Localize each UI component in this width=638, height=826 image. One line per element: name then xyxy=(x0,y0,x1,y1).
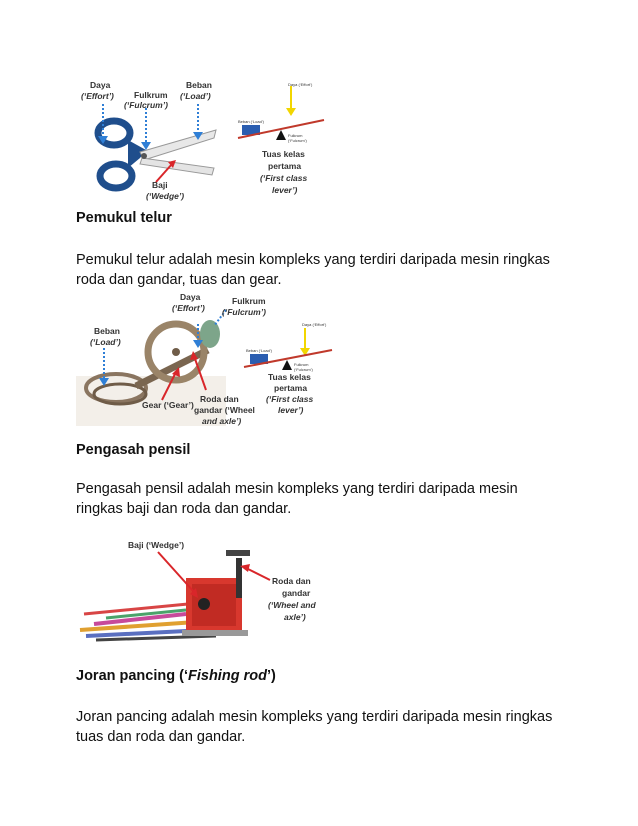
label-load: Beban xyxy=(186,80,212,90)
figure-pencil-sharpener xyxy=(76,538,326,644)
label-effort: Daya xyxy=(90,80,111,90)
lever-caption-4: lever’) xyxy=(278,405,304,415)
lever-caption-2: pertama xyxy=(274,383,308,393)
label-gear: Gear (‘Gear’) xyxy=(142,400,194,410)
label-fulcrum-en: (‘Fulcrum’) xyxy=(222,307,266,317)
label-wheel-1: Roda dan xyxy=(272,576,311,586)
lever-load-label: Beban (‘Load’) xyxy=(238,119,265,124)
label-wedge: Baji xyxy=(152,180,168,190)
label-fulcrum-en: (‘Fulcrum’) xyxy=(124,100,168,110)
lever-caption-3: (‘First class xyxy=(260,173,308,183)
heading-text-end: ’) xyxy=(266,668,276,684)
paragraph-line: tuas dan roda dan gandar. xyxy=(76,729,246,745)
label-wheel-3: and axle’) xyxy=(202,416,242,426)
label-wheel-2: gandar xyxy=(282,588,311,598)
label-load-en: (‘Load’) xyxy=(180,91,211,101)
figure-egg-beater xyxy=(76,290,336,430)
label-wheel-1: Roda dan xyxy=(200,394,239,404)
label-wheel-4: axle’) xyxy=(284,612,306,622)
pencil-sharpener-image xyxy=(80,550,250,640)
label-effort-en: (‘Effort’) xyxy=(172,303,205,313)
heading-pengasah-pensil: Pengasah pensil xyxy=(76,442,191,458)
paragraph-line: Pemukul telur adalah mesin kompleks yang terdiri daripada mesin ringkas xyxy=(76,252,550,268)
lever-caption-1: Tuas kelas xyxy=(268,372,311,382)
lever-caption-4: lever’) xyxy=(272,185,298,195)
lever-caption-1: Tuas kelas xyxy=(262,149,305,159)
label-load-en: (‘Load’) xyxy=(90,337,121,347)
paragraph-line: Pengasah pensil adalah mesin kompleks yang terdiri daripada mesin xyxy=(76,481,518,497)
first-class-lever-diagram xyxy=(244,322,332,415)
paragraph-line: ringkas baji dan roda dan gandar. xyxy=(76,501,292,517)
first-class-lever-diagram xyxy=(238,82,324,195)
lever-fulcrum-label-1: Fulkrum xyxy=(294,362,309,367)
label-fulcrum: Fulkrum xyxy=(134,90,168,100)
paragraph-joran-pancing xyxy=(76,707,576,747)
heading-joran-pancing xyxy=(76,668,276,684)
lever-load-label: Beban (‘Load’) xyxy=(246,348,273,353)
lever-caption-3: (‘First class xyxy=(266,394,314,404)
paragraph-pemukul-telur xyxy=(76,250,576,290)
paragraph-line: roda dan gandar, tuas dan gear. xyxy=(76,272,282,288)
label-wheel-3: (‘Wheel and xyxy=(268,600,316,610)
lever-effort-label: Daya (‘Effort’) xyxy=(288,82,313,87)
label-wheel-2: gandar (‘Wheel xyxy=(194,405,255,415)
label-load: Beban xyxy=(94,326,120,336)
heading-emphasis: Fishing rod xyxy=(188,668,267,684)
lever-fulcrum-label-2: (‘Fulcrum’) xyxy=(288,138,307,143)
lever-fulcrum-label-2: (‘Fulcrum’) xyxy=(294,367,313,372)
label-wedge-en: (‘Wedge’) xyxy=(146,191,185,201)
scissors-image xyxy=(98,121,216,188)
label-effort: Daya xyxy=(180,292,201,302)
heading-pemukul-telur: Pemukul telur xyxy=(76,210,172,226)
label-wedge: Baji (‘Wedge’) xyxy=(128,540,185,550)
lever-caption-2: pertama xyxy=(268,161,302,171)
label-effort-en: (‘Effort’) xyxy=(81,91,114,101)
paragraph-pengasah-pensil xyxy=(76,479,576,519)
figure-scissors xyxy=(76,78,326,206)
label-fulcrum: Fulkrum xyxy=(232,296,266,306)
heading-text: Joran pancing (‘ xyxy=(76,668,188,684)
paragraph-line: Joran pancing adalah mesin kompleks yang terdiri daripada mesin ringkas xyxy=(76,709,553,725)
lever-fulcrum-label-1: Fulkrum xyxy=(288,133,303,138)
lever-effort-label: Daya (‘Effort’) xyxy=(302,322,327,327)
